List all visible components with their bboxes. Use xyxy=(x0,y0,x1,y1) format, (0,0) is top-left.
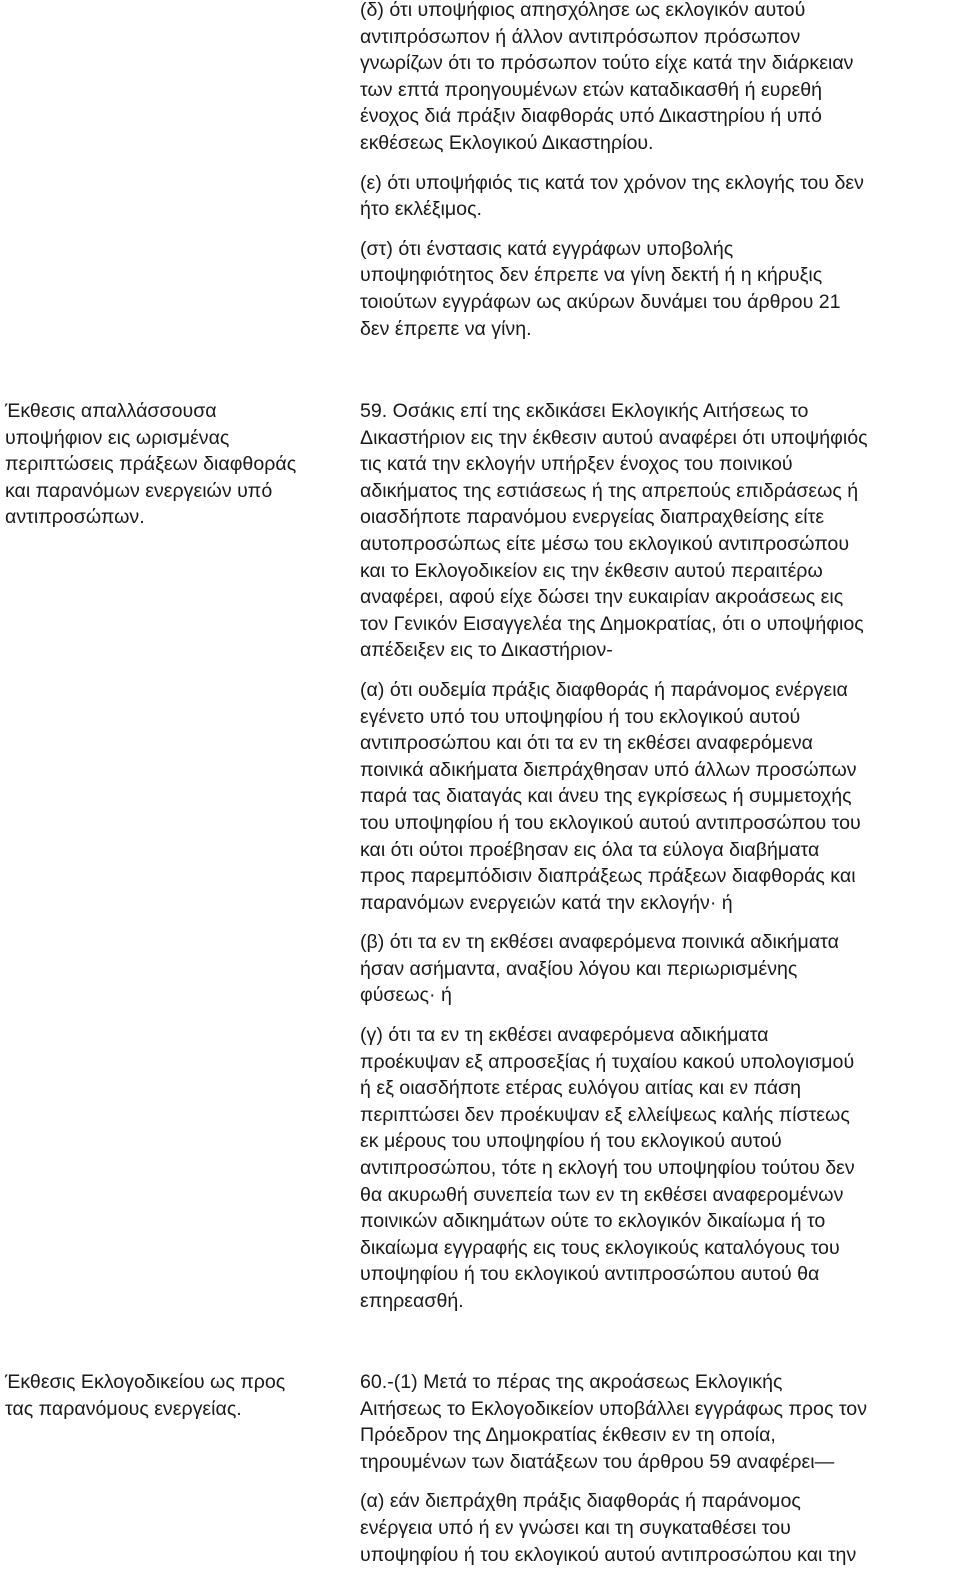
article-60-1: 60.-(1) Μετά το πέρας της ακροάσεως Εκλογικής Αιτήσεως το Εκλογοδικείον υποβάλλει εγγράφως προς τον Πρόεδρον της Δημοκρατίας έκθεσιν εν τη οποία, τηρουμένων των διατάξεων του άρθρου 59 αναφέρει— xyxy=(360,1371,867,1473)
paragraph-d: (δ) ότι υποψήφιος απησχόλησε ως εκλογικόν αυτού αντιπρόσωπον ή άλλον αντιπρόσωπον πρόσωπον γνωρίζων ότι το πρόσωπον τούτο είχε κατά την διάρκειαν των επτά προηγουμένων ετών καταδικασθή ή ευρεθή ένοχος διά πράξιν διαφθοράς υπό Δικαστηρίου ή υπό εκθέσεως Εκλογικού Δικαστηρίου. xyxy=(360,0,854,154)
section-59 xyxy=(360,398,960,1315)
article-59-c: (γ) ότι τα εν τη εκθέσει αναφερόμενα αδικήματα προέκυψαν εξ απροσεξίας ή τυχαίου κακού υπολογισμού ή εξ οιασδήποτε ετέρας ευλόγου αιτίας και εν πάση περιπτώσει δεν προέκυψαν εξ ελλείψεως καλής πίστεως εκ μέρους του υποψηφίου ή του εκλογικού αυτού αντιπροσώπου, τότε η εκλογή του υποψηφίου τούτου δεν θα ακυρωθή συνεπεία των εν τη εκθέσει αναφερομένων ποινικών αδικημάτων ούτε το εκλογικόν δικαίωμα ή το δικαίωμα εγγραφής εις τους εκλογικούς καταλόγους του υποψηφίου ή του εκλογικού αντιπροσώπου αυτού θα επηρεασθή. xyxy=(360,1024,855,1312)
section-top xyxy=(360,0,960,342)
paragraph-st: (στ) ότι ένστασις κατά εγγράφων υποβολής υποψηφιότητος δεν έπρεπε να γίνη δεκτή ή η κήρυξις τοιούτων εγγράφων ως ακύρων δυνάμει του άρθρου 21 δεν έπρεπε να γίνη. xyxy=(360,237,841,340)
article-60-1-a: (α) εάν διεπράχθη πράξις διαφθοράς ή παράνομος ενέργεια υπό ή εν γνώσει και τη συγκαταθέσει του υποψηφίου ή του εκλογικού αυτού αντιπροσώπου και την xyxy=(360,1490,857,1566)
marginal-note-60: Έκθεσις Εκλογοδικείου ως προς τας παρανόμους ενεργείας. xyxy=(5,1371,286,1420)
article-59-a: (α) ότι ουδεμία πράξις διαφθοράς ή παράνομος ενέργεια εγένετο υπό του υποψηφίου ή του εκλογικού αυτού αντιπροσώπου και ότι τα εν τη εκθέσει αναφερόμενα ποινικά αδικήματα διεπράχθησαν υπό άλλων προσώπων παρά τας διαταγάς και άνευ της εγκρίσεως ή συμμετοχής του υποψηφίου ή του εκλογικού αυτού αντιπροσώπου του και ότι ούτοι προέβησαν εις όλα τα εύλογα διαβήματα προς παρεμπόδισιν διαπράξεως πράξεων διαφθοράς και παρανόμων ενεργειών κατά την εκλογήν· ή xyxy=(360,678,861,914)
marginal-note-59: Έκθεσις απαλλάσσουσα υποψήφιον εις ωρισμένας περιπτώσεις πράξεων διαφθοράς και παρανόμων ενεργειών υπό αντιπροσώπων. xyxy=(5,400,297,529)
article-59-intro: 59. Οσάκις επί της εκδικάσει Εκλογικής Αιτήσεως το Δικαστήριον εις την έκθεσιν αυτού αναφέρει ότι υποψήφιός τις κατά την εκλογήν υπήρξεν ένοχος του ποινικού αδικήματος της εστιάσεως ή της απρεπούς επιδράσεως ή οιασδήποτε παρανόμου ενεργείας διαπραχθείσης είτε αυτοπροσώπως είτε μέσω του εκλογικού αντιπροσώπου και το Εκλογοδικείον εις την έκθεσιν αυτού περαιτέρω αναφέρει, αφού είχε δώσει την ευκαιρίαν ακροάσεως εις τον Γενικόν Εισαγγελέα της Δημοκρατίας, ότι ο υποψήφιος απέδειξεν εις το Δικαστήριον- xyxy=(360,400,868,662)
paragraph-e: (ε) ότι υποψήφιός τις κατά τον χρόνον της εκλογής του δεν ήτο εκλέξιμος. xyxy=(360,171,864,221)
section-60 xyxy=(360,1369,960,1568)
article-59-b: (β) ότι τα εν τη εκθέσει αναφερόμενα ποινικά αδικήματα ήσαν ασήμαντα, αναξίου λόγου και περιωρισμένης φύσεως· ή xyxy=(360,931,839,1007)
